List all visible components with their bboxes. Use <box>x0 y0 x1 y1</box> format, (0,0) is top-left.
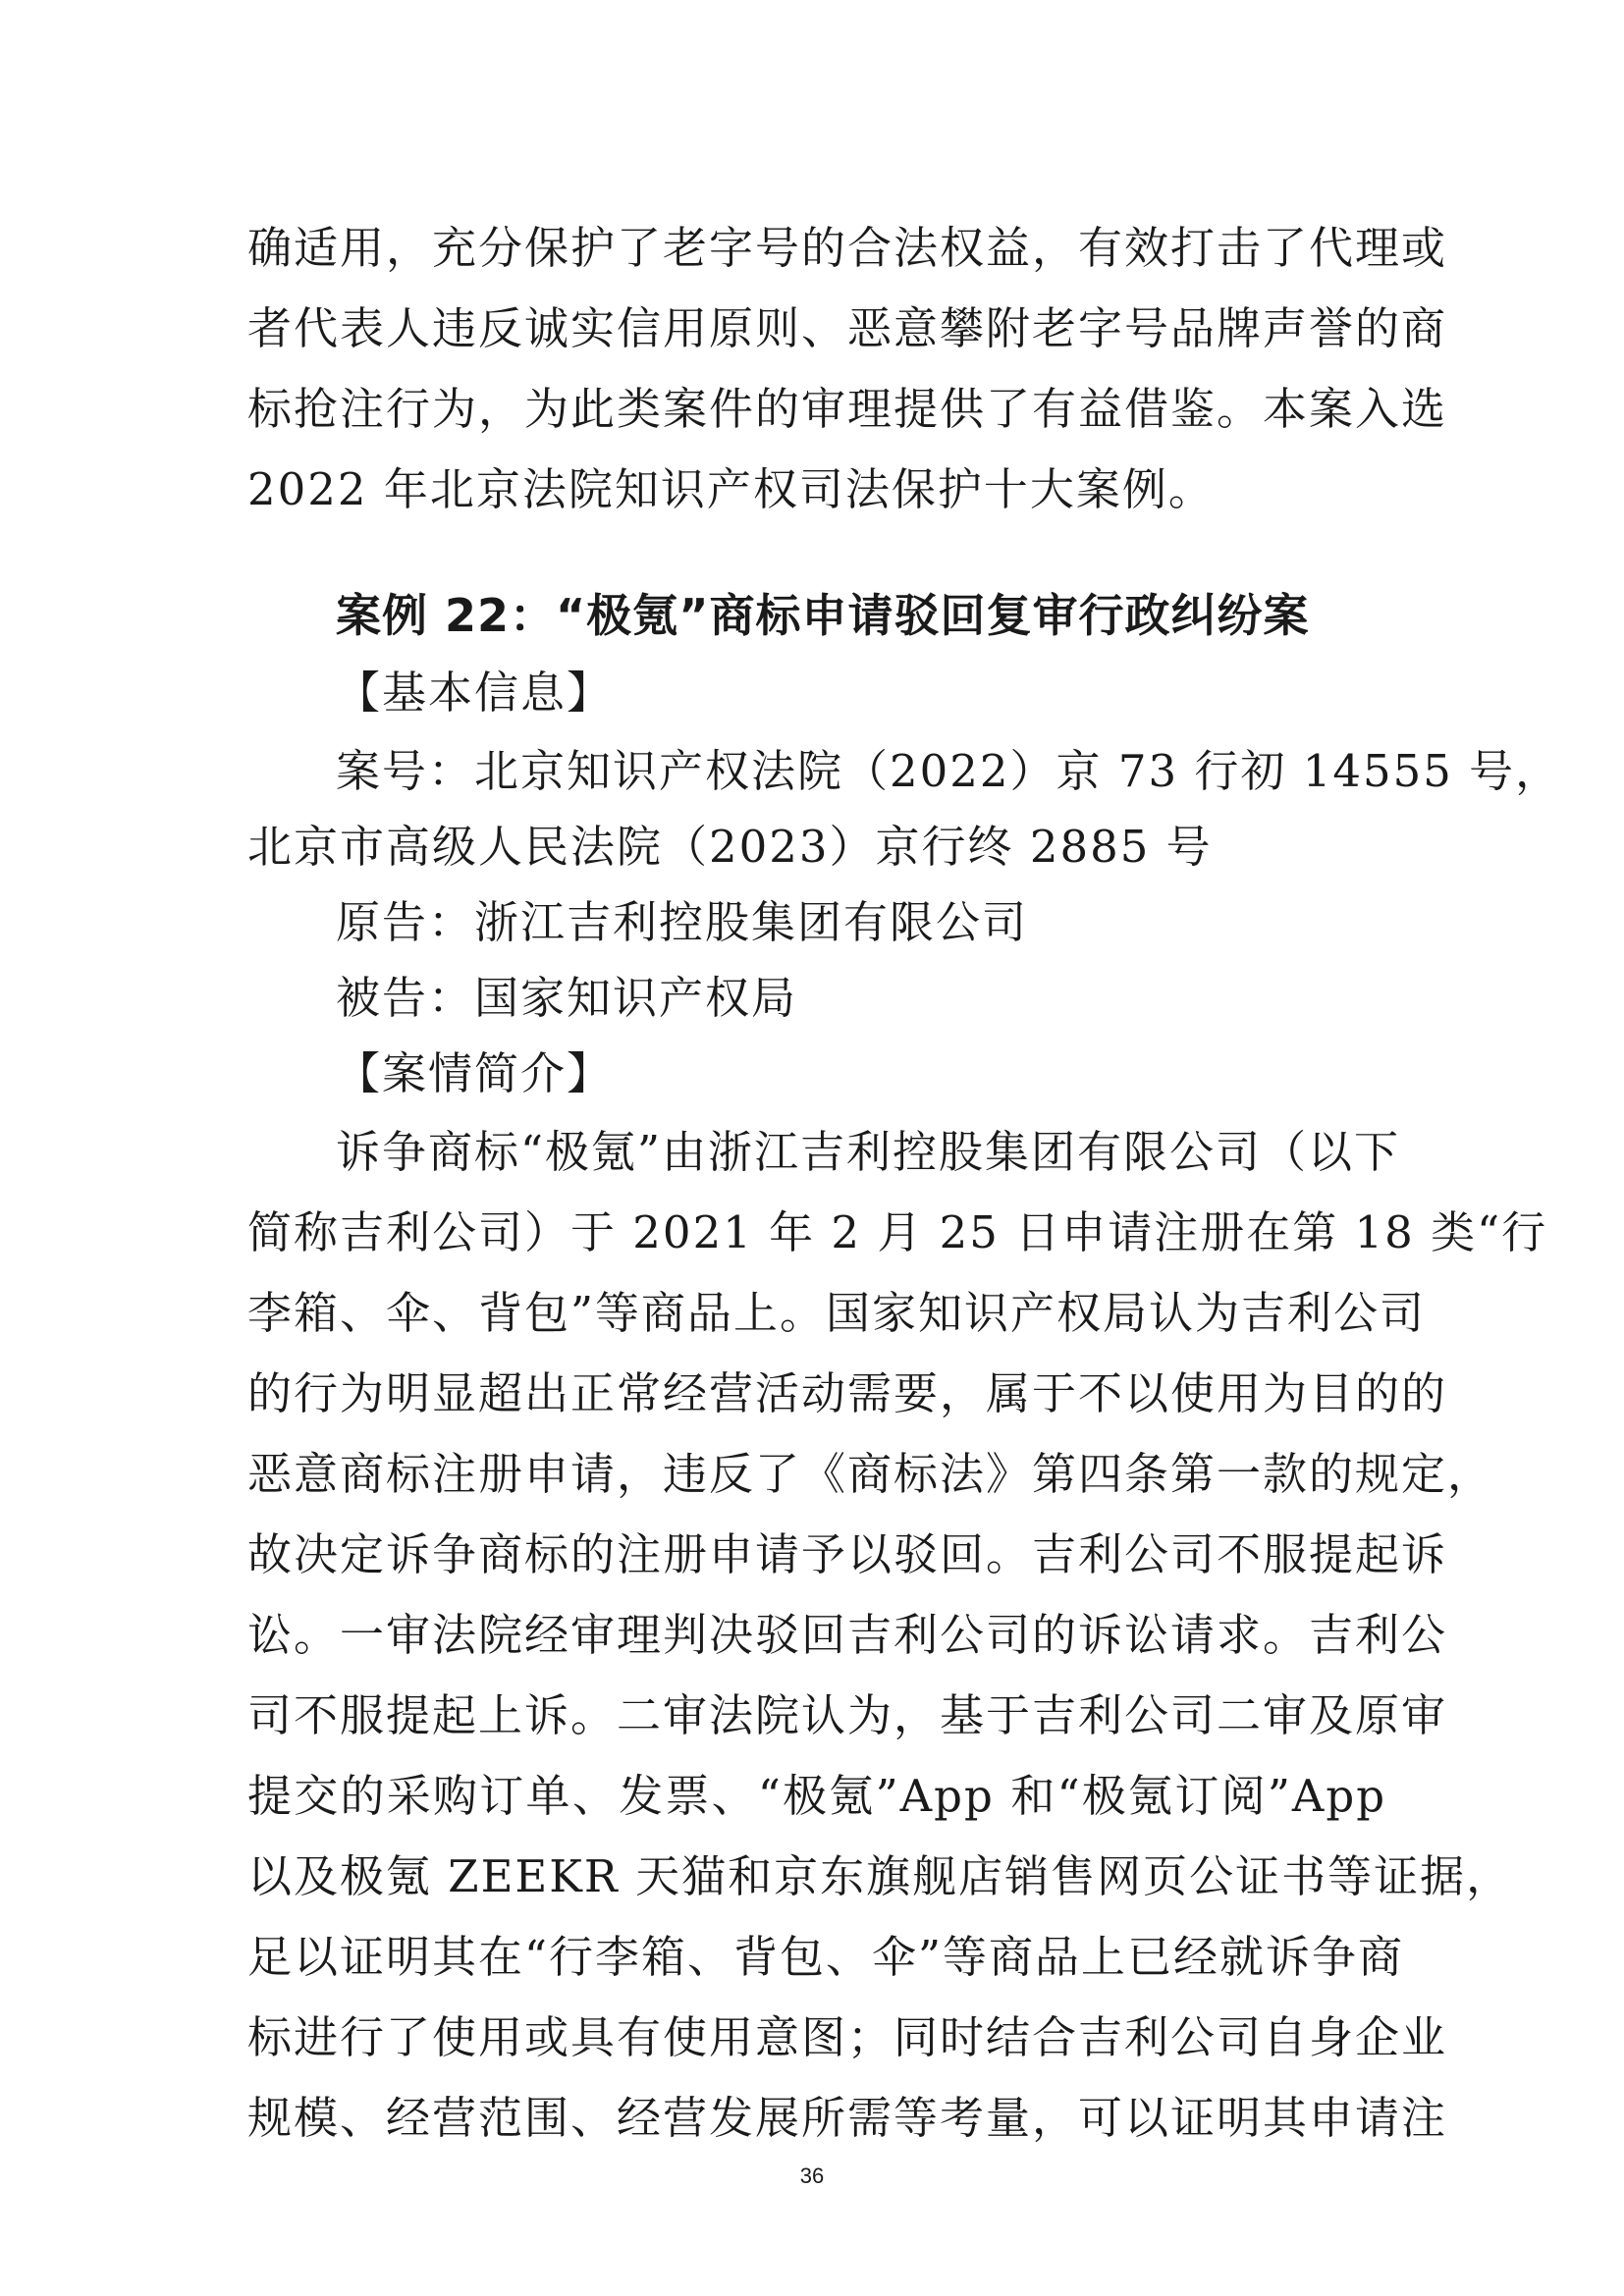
summary-line: 简称吉利公司）于 2021 年 2 月 25 日申请注册在第 18 类“行 <box>247 1206 1548 1258</box>
summary-line: 提交的采购订单、发票、“极氪”App 和“极氪订阅”App <box>247 1770 1386 1822</box>
summary-line: 诉争商标“极氪”由浙江吉利控股集团有限公司（以下 <box>336 1126 1401 1178</box>
paragraph-line: 标抢注行为，为此类案件的审理提供了有益借鉴。本案入选 <box>247 383 1448 435</box>
summary-line: 司不服提起上诉。二审法院认为，基于吉利公司二审及原审 <box>247 1689 1448 1741</box>
summary-line: 恶意商标注册申请，违反了《商标法》第四条第一款的规定， <box>247 1448 1494 1500</box>
summary-line: 讼。一审法院经审理判决驳回吉利公司的诉讼请求。吉利公 <box>247 1609 1448 1661</box>
summary-line: 标进行了使用或具有使用意图；同时结合吉利公司自身企业 <box>247 2011 1448 2063</box>
basic-info-heading: 【基本信息】 <box>336 667 614 719</box>
plaintiff-line: 原告：浙江吉利控股集团有限公司 <box>336 896 1029 948</box>
case-number-line: 北京市高级人民法院（2023）京行终 2885 号 <box>247 821 1213 873</box>
page-number: 36 <box>799 2163 825 2188</box>
paragraph-line: 确适用，充分保护了老字号的合法权益，有效打击了代理或 <box>247 222 1448 274</box>
case-number-line: 案号：北京知识产权法院（2022）京 73 行初 14555 号， <box>336 745 1562 797</box>
summary-line: 的行为明显超出正常经营活动需要，属于不以使用为目的的 <box>247 1367 1448 1419</box>
case-title: 案例 22：“极氪”商标申请驳回复审行政纠纷案 <box>336 589 1310 642</box>
summary-line: 故决定诉争商标的注册申请予以驳回。吉利公司不服提起诉 <box>247 1528 1448 1580</box>
paragraph-line: 2022 年北京法院知识产权司法保护十大案例。 <box>247 463 1215 515</box>
paragraph-line: 者代表人违反诚实信用原则、恶意攀附老字号品牌声誉的商 <box>247 302 1448 354</box>
summary-line: 足以证明其在“行李箱、背包、伞”等商品上已经就诉争商 <box>247 1931 1405 1983</box>
summary-heading: 【案情简介】 <box>336 1047 614 1099</box>
defendant-line: 被告：国家知识产权局 <box>336 972 798 1024</box>
summary-line: 以及极氪 ZEEKR 天猫和京东旗舰店销售网页公证书等证据， <box>247 1850 1513 1902</box>
summary-line: 李箱、伞、背包”等商品上。国家知识产权局认为吉利公司 <box>247 1287 1427 1339</box>
summary-line: 规模、经营范围、经营发展所需等考量，可以证明其申请注 <box>247 2092 1448 2144</box>
